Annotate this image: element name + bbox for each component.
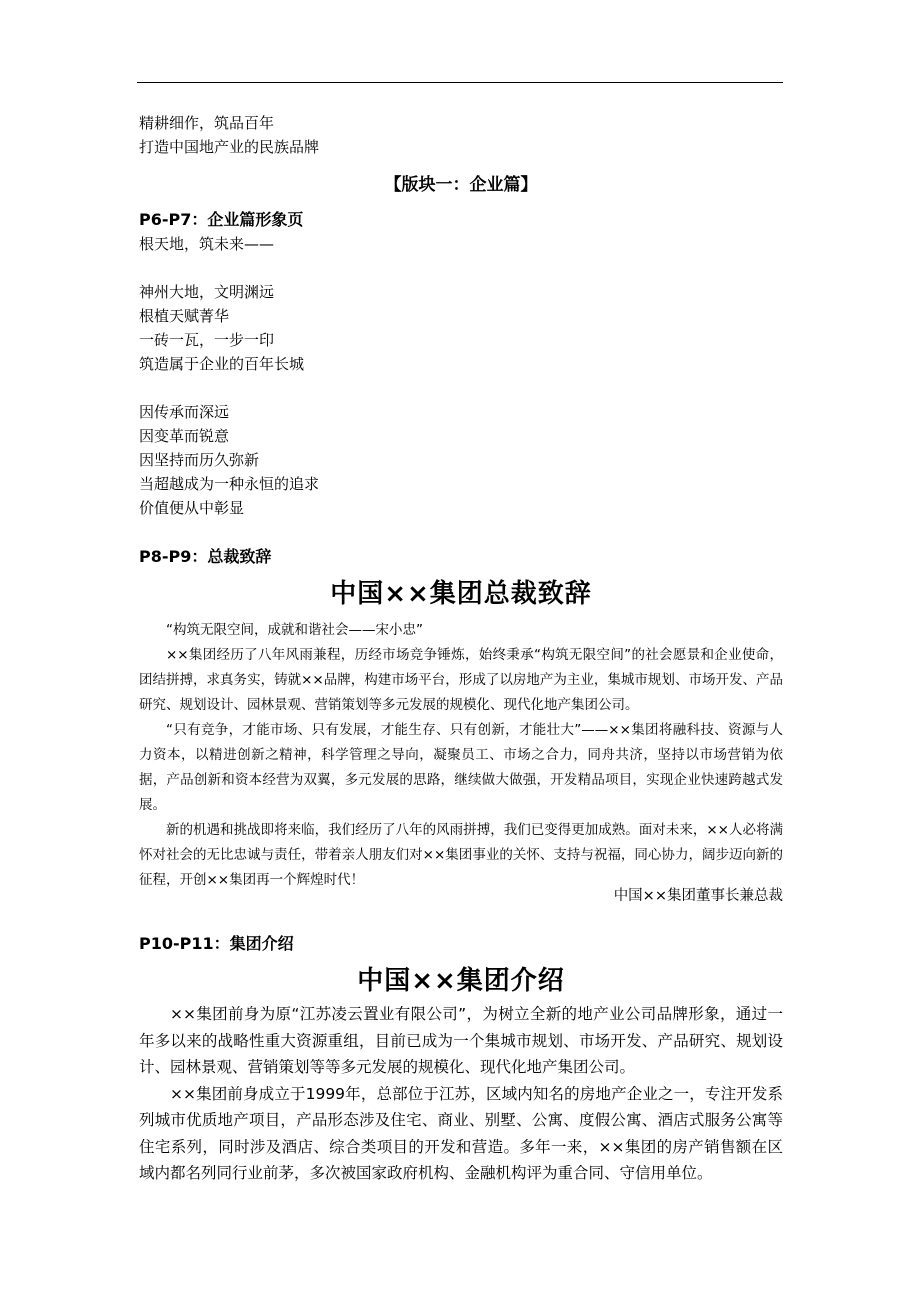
p6-p7-block <box>139 208 783 520</box>
speech-body <box>139 618 783 893</box>
slogan-block <box>139 111 783 159</box>
p8-p9-block <box>139 545 783 569</box>
speech-title: 中国××集团总裁致辞 <box>330 579 592 609</box>
p10-p11-block <box>139 932 783 956</box>
intro-body <box>139 1001 783 1187</box>
intro-title: 中国××集团介绍 <box>357 966 565 996</box>
p10-p11-heading: P10-P11：集团介绍 <box>139 934 294 953</box>
header-rule <box>137 82 783 83</box>
stanza-line: 筑造属于企业的百年长城 <box>139 355 305 373</box>
p8-p9-heading: P8-P9：总裁致辞 <box>139 547 272 566</box>
speech-paragraph: “只有竞争，才能市场、只有发展，才能生存、只有创新，才能壮大”——××集团将融科技、资源与人力资本，以精进创新之精神，科学管理之导向，凝聚员工、市场之合力，同舟共济，坚持以市场营销为依据，产品创新和资本经营为双翼，多元发展的思路，继续做大做强，开发精品项目，实现企业快速跨越式发展。 <box>139 722 783 813</box>
stanza-line: 一砖一瓦，一步一印 <box>139 331 275 349</box>
stanza-line: 价值便从中彰显 <box>139 499 245 517</box>
speech-paragraph: “构筑无限空间，成就和谐社会——宋小忠” <box>166 622 423 638</box>
stanza-line: 当超越成为一种永恒的追求 <box>139 475 320 493</box>
stanza-line: 神州大地，文明渊远 <box>139 283 275 301</box>
speech-paragraph: ××集团经历了八年风雨兼程，历经市场竞争锤炼，始终秉承“构筑无限空间”的社会愿景和企业使命，团结拼搏，求真务实，铸就××品牌，构建市场平台，形成了以房地产为主业，集城市规划、市场开发、产品研究、规划设计、园林景观、营销策划等多元发展的规模化、现代化地产集团公司。 <box>139 647 783 713</box>
stanza-line: 因坚持而历久弥新 <box>139 451 260 469</box>
intro-paragraph: ××集团前身成立于1999年，总部位于江苏，区域内知名的房地产企业之一，专注开发系列城市优质地产项目，产品形态涉及住宅、商业、别墅、公寓、度假公寓、酒店式服务公寓等住宅系列，同时涉及酒店、综合类项目的开发和营造。多年一来，××集团的房产销售额在区域内都名列同行业前茅，多次被国家政府机构、金融机构评为重合同、守信用单位。 <box>139 1084 783 1182</box>
stanza-line: 根植天赋菁华 <box>139 307 230 325</box>
stanza-line: 因传承而深远 <box>139 403 230 421</box>
slogan-line: 精耕细作，筑品百年 <box>139 114 275 132</box>
section-title: 【版块一：企业篇】 <box>384 175 538 195</box>
speech-signature: 中国××集团董事长兼总裁 <box>613 888 783 904</box>
speech-paragraph: 新的机遇和挑战即将来临，我们经历了八年的风雨拼搏，我们已变得更加成熟。面对未来，××人必将满怀对社会的无比忠诚与责任，带着亲人朋友们对××集团事业的关怀、支持与祝福，同心协力，阔步迈向新的征程，开创××集团再一个辉煌时代！ <box>139 822 783 888</box>
p6-p7-heading: P6-P7：企业篇形象页 <box>139 210 304 229</box>
slogan-line: 打造中国地产业的民族品牌 <box>139 138 320 156</box>
intro-paragraph: ××集团前身为原“江苏凌云置业有限公司”，为树立全新的地产业公司品牌形象，通过一年多以来的战略性重大资源重组，目前已成为一个集城市规划、市场开发、产品研究、规划设计、园林景观、营销策划等等多元发展的规模化、现代化地产集团公司。 <box>139 1005 783 1076</box>
p6-p7-intro: 根天地，筑未来—— <box>139 235 275 253</box>
stanza-line: 因变革而锐意 <box>139 427 230 445</box>
